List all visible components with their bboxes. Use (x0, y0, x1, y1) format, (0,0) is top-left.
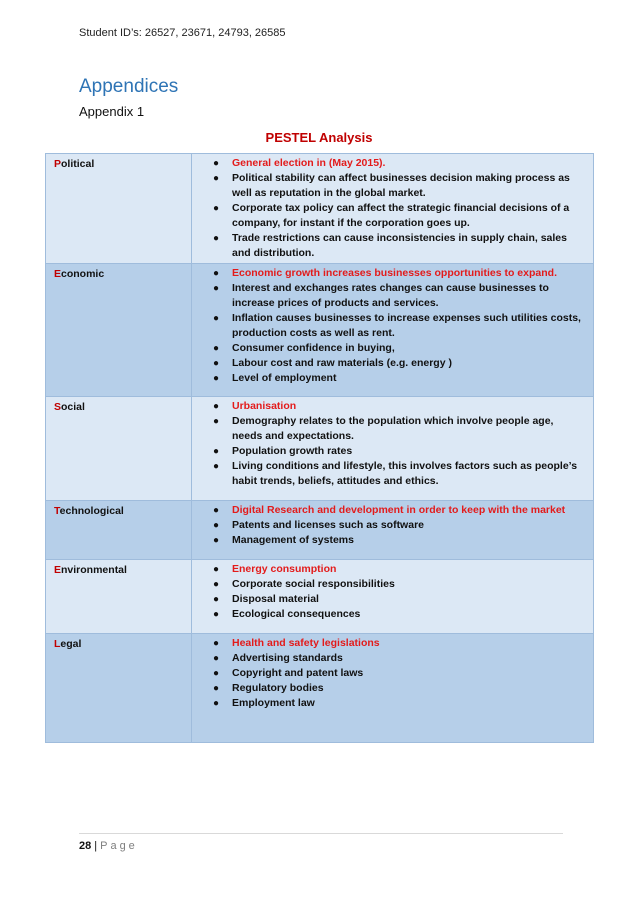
pestel-row-legal (46, 634, 593, 742)
bullet-icon: ● (213, 358, 220, 369)
bullet-icon: ● (213, 233, 220, 244)
bullet-icon: ● (213, 609, 220, 620)
page-footer (79, 840, 138, 852)
bullet-icon: ● (213, 653, 220, 664)
list-item: ● Inflation causes businesses to increase expenses such utilities costs, production costs as well as rent. (213, 312, 581, 339)
bullet-icon: ● (213, 343, 220, 354)
list-item: ● Ecological consequences (213, 608, 361, 620)
list-item: ● Management of systems (213, 534, 354, 546)
list-item: ● Living conditions and lifestyle, this involves factors such as people’s habit trends, beliefs, attitudes and ethics. (213, 460, 578, 487)
bullet-icon: ● (213, 283, 220, 294)
list-item: ● Population growth rates (213, 445, 353, 457)
list-item: ● Digital Research and development in order to keep with the market (213, 504, 566, 516)
bullet-icon: ● (213, 535, 220, 546)
table-title: PESTEL Analysis (265, 130, 373, 145)
list-item: ● Patents and licenses such as software (213, 519, 424, 531)
bullet-icon: ● (213, 401, 220, 412)
bullet-icon: ● (213, 158, 220, 169)
page-label: Page (100, 840, 138, 852)
student-ids-header: Student ID’s: 26527, 23671, 24793, 26585 (79, 27, 286, 39)
pestel-row-technological (46, 501, 593, 560)
bullet-icon: ● (213, 579, 220, 590)
bullet-icon: ● (213, 416, 220, 427)
bullet-icon: ● (213, 594, 220, 605)
bullet-icon: ● (213, 698, 220, 709)
list-item: ● Health and safety legislations (213, 637, 380, 649)
bullet-icon: ● (213, 373, 220, 384)
list-item: ● Disposal material (213, 593, 319, 605)
list-item: ● Employment law (213, 697, 315, 709)
list-item: ● Advertising standards (213, 652, 343, 664)
pestel-table (45, 153, 594, 743)
list-item: ● Corporate social responsibilities (213, 578, 395, 590)
bullet-icon: ● (213, 313, 220, 324)
list-item: ● Regulatory bodies (213, 682, 324, 694)
factor-label: Technological (46, 501, 192, 559)
list-item: ● Urbanisation (213, 400, 297, 412)
list-item: ● Political stability can affect businesses decision making process as well as reputation in the global market. (213, 172, 570, 199)
list-item: ● Labour cost and raw materials (e.g. energy ) (213, 357, 452, 369)
page-number: 28 (79, 840, 92, 852)
list-item: ● Interest and exchanges rates changes can cause businesses to increase prices of products and services. (213, 282, 549, 309)
factor-label: Legal (46, 634, 192, 742)
bullet-icon: ● (213, 668, 220, 679)
page-heading: Appendices (79, 76, 179, 97)
bullet-icon: ● (213, 638, 220, 649)
appendix-subheading: Appendix 1 (79, 104, 145, 119)
factor-label: Political (46, 154, 192, 263)
list-item: ● General election in (May 2015). (213, 157, 386, 169)
pestel-row-political (46, 154, 593, 264)
list-item: ● Energy consumption (213, 563, 337, 575)
footer-divider (79, 833, 563, 834)
list-item: ● Copyright and patent laws (213, 667, 364, 679)
footer-separator: | (94, 840, 98, 852)
pestel-row-social (46, 397, 593, 501)
list-item: ● Corporate tax policy can affect the strategic financial decisions of a company, for instant if the corporation goes up. (213, 202, 570, 229)
list-item: ● Trade restrictions can cause inconsistencies in supply chain, sales and distribution. (213, 232, 567, 259)
bullet-icon: ● (213, 461, 220, 472)
factor-label: Economic (46, 264, 192, 396)
bullet-icon: ● (213, 683, 220, 694)
bullet-icon: ● (213, 520, 220, 531)
factor-label: Social (46, 397, 192, 500)
bullet-icon: ● (213, 446, 220, 457)
bullet-icon: ● (213, 203, 220, 214)
bullet-icon: ● (213, 268, 220, 279)
bullet-icon: ● (213, 564, 220, 575)
pestel-row-environmental (46, 560, 593, 634)
bullet-icon: ● (213, 505, 220, 516)
pestel-row-economic (46, 264, 593, 397)
list-item: ● Demography relates to the population which involve people age, needs and expectations. (213, 415, 554, 442)
list-item: ● Consumer confidence in buying, (213, 342, 395, 354)
list-item: ● Level of employment (213, 372, 337, 384)
list-item: ● Economic growth increases businesses opportunities to expand. (213, 267, 557, 279)
bullet-icon: ● (213, 173, 220, 184)
factor-label: Environmental (46, 560, 192, 633)
